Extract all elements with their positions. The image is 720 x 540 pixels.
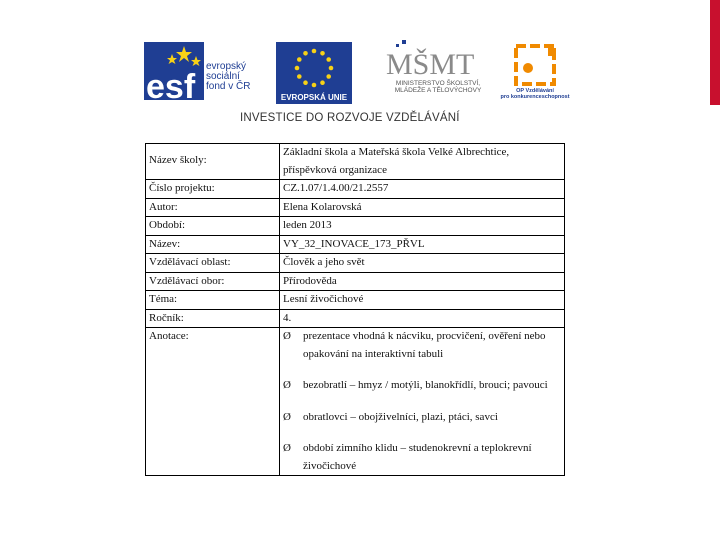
row-value: Člověk a jeho svět	[280, 254, 565, 273]
op-caption-line: OP Vzdělávání	[516, 88, 554, 94]
row-label: Vzdělávací obor:	[146, 272, 280, 291]
table-row	[146, 328, 565, 476]
annotation-item	[283, 440, 561, 475]
table-row	[146, 235, 565, 254]
table-row	[146, 217, 565, 236]
esf-wordmark: esf	[146, 68, 196, 100]
op-emblem-icon	[496, 40, 576, 88]
row-value-line: Základní škola a Mateřská škola Velké Albrechtice,	[283, 146, 510, 158]
eu-logo	[276, 42, 352, 104]
row-value: leden 2013	[280, 217, 565, 236]
msmt-wordmark: MŠMT	[386, 48, 475, 81]
row-value: Elena Kolarovská	[280, 198, 565, 217]
row-label: Období:	[146, 217, 280, 236]
accent-bar	[710, 0, 720, 105]
table-row	[146, 198, 565, 217]
arrow-bullet-icon: Ø	[283, 442, 291, 454]
row-label: Název:	[146, 235, 280, 254]
annotation-text: prezentace vhodná k nácviku, procvičení, ověření nebo opakování na interaktivní tabuli	[303, 330, 546, 360]
annotation-text: bezobratlí – hmyz / motýli, blanokřídlí, brouci; pavouci	[303, 379, 548, 391]
row-value: Lesní živočichové	[280, 291, 565, 310]
op-logo	[496, 40, 576, 104]
row-label-text: Název školy:	[149, 154, 207, 166]
arrow-bullet-icon: Ø	[283, 379, 291, 391]
arrow-bullet-icon: Ø	[283, 410, 291, 423]
row-label: Autor:	[146, 198, 280, 217]
annotation-text: období zimního klidu – studenokrevní a teplokrevní živočichové	[303, 442, 532, 472]
op-caption-line: pro konkurenceschopnost	[500, 94, 570, 100]
row-label: Vzdělávací oblast:	[146, 254, 280, 273]
row-value: 4.	[280, 309, 565, 328]
row-label: Anotace:	[146, 328, 280, 476]
row-value: Přírodověda	[280, 272, 565, 291]
msmt-logo	[378, 38, 488, 104]
annotation-item	[283, 409, 561, 427]
esf-caption-line: fond v ČR	[206, 81, 251, 92]
slogan: INVESTICE DO ROZVOJE VZDĚLÁVÁNÍ	[240, 112, 460, 124]
esf-emblem-icon	[144, 42, 204, 100]
annotation-item	[283, 328, 561, 363]
eu-stars-icon	[276, 42, 352, 92]
esf-logo	[144, 42, 270, 100]
row-label: Číslo projektu:	[146, 180, 280, 199]
table-row	[146, 309, 565, 328]
info-table	[145, 143, 565, 476]
esf-flag	[144, 42, 204, 100]
table-row	[146, 291, 565, 310]
msmt-caption-line: MLÁDEŽE A TĚLOVÝCHOVY	[394, 87, 482, 94]
table-row	[146, 272, 565, 291]
table-row	[146, 144, 565, 180]
annotation-item	[283, 377, 561, 395]
row-value: CZ.1.07/1.4.00/21.2557	[280, 180, 565, 199]
msmt-emblem-icon	[378, 38, 488, 82]
esf-caption	[206, 62, 250, 92]
row-label: Téma:	[146, 291, 280, 310]
row-label: Ročník:	[146, 309, 280, 328]
table-row	[146, 180, 565, 199]
annotation-list	[283, 328, 561, 475]
row-value	[280, 328, 565, 476]
table-row	[146, 254, 565, 273]
row-value	[280, 144, 565, 180]
annotation-text: obratlovci – obojživelníci, plazi, ptáci, savci	[303, 410, 498, 423]
esf-caption-line: evropský	[206, 61, 247, 72]
msmt-caption-line: MINISTERSTVO ŠKOLSTVÍ,	[395, 80, 481, 87]
row-value-line: příspěvková organizace	[283, 163, 387, 176]
eu-label: EVROPSKÁ UNIE	[276, 92, 352, 104]
eu-flag	[276, 42, 352, 92]
logo-strip	[140, 38, 580, 108]
op-caption	[490, 88, 580, 100]
msmt-caption	[378, 80, 498, 94]
esf-caption-line: sociální	[206, 71, 240, 82]
row-label	[146, 144, 280, 180]
arrow-bullet-icon: Ø	[283, 330, 291, 342]
row-value: VY_32_INOVACE_173_PŘVL	[280, 235, 565, 254]
